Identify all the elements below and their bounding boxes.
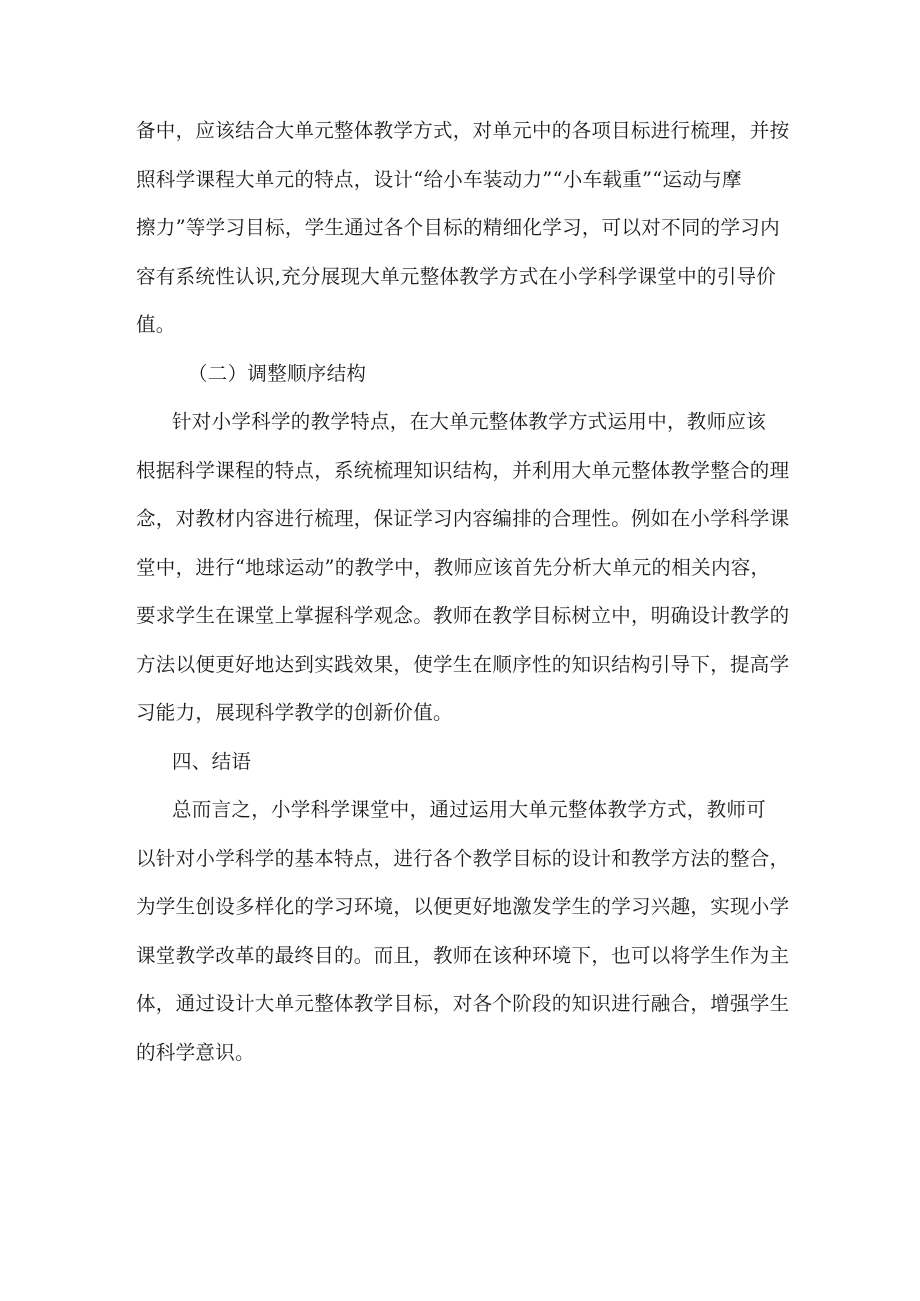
paragraph-2: [136, 398, 796, 738]
paragraph-line: 念，对教材内容进行梳理，保证学习内容编排的合理性。例如在小学科学课: [136, 507, 790, 530]
paragraph-line: 习能力，展现科学教学的创新价值。: [136, 701, 453, 724]
paragraph-line: 值。: [136, 313, 176, 336]
paragraph-line: 照科学课程大单元的特点，设计“给小车装动力”“小车载重”“运动与摩: [136, 167, 742, 191]
section-heading-2: （二）调整顺序结构: [188, 361, 367, 385]
document-body: [136, 107, 796, 1077]
paragraph-line: 为学生创设多样化的学习环境，以便更好地激发学生的学习兴趣，实现小学: [136, 895, 790, 918]
paragraph-line: 体，通过设计大单元整体教学目标，对各个阶段的知识进行融合，增强学生: [136, 992, 790, 1015]
paragraph-3: [136, 786, 796, 1077]
paragraph-line: 方法以便更好地达到实践效果，使学生在顺序性的知识结构引导下，提高学: [136, 652, 790, 676]
paragraph-line: 要求学生在课堂上掌握科学观念。教师在教学目标树立中，明确设计教学的: [136, 604, 790, 627]
paragraph-line: 堂中，进行“地球运动”的教学中，教师应该首先分析大单元的相关内容，: [136, 555, 771, 579]
paragraph-line: 根据科学课程的特点，系统梳理知识结构，并利用大单元整体教学整合的理: [136, 458, 790, 482]
section-heading-4: 四、结语: [172, 749, 252, 773]
paragraph-line: 容有系统性认识,充分展现大单元整体教学方式在小学科学课堂中的引导价: [136, 264, 777, 288]
paragraph-1: [136, 107, 796, 350]
paragraph-line: 针对小学科学的教学特点，在大单元整体教学方式运用中，教师应该: [172, 410, 767, 433]
paragraph-line: 的科学意识。: [136, 1040, 255, 1064]
paragraph-line: 课堂教学改革的最终目的。而且，教师在该种环境下，也可以将学生作为主: [136, 943, 790, 967]
paragraph-line: 总而言之，小学科学课堂中，通过运用大单元整体教学方式，教师可: [172, 798, 767, 821]
paragraph-line: 以针对小学科学的基本特点，进行各个教学目标的设计和教学方法的整合，: [136, 846, 790, 870]
paragraph-line: 擦力”等学习目标，学生通过各个目标的精细化学习，可以对不同的学习内: [136, 216, 780, 239]
paragraph-line: 备中，应该结合大单元整体教学方式，对单元中的各项目标进行梳理，并按: [136, 119, 790, 142]
